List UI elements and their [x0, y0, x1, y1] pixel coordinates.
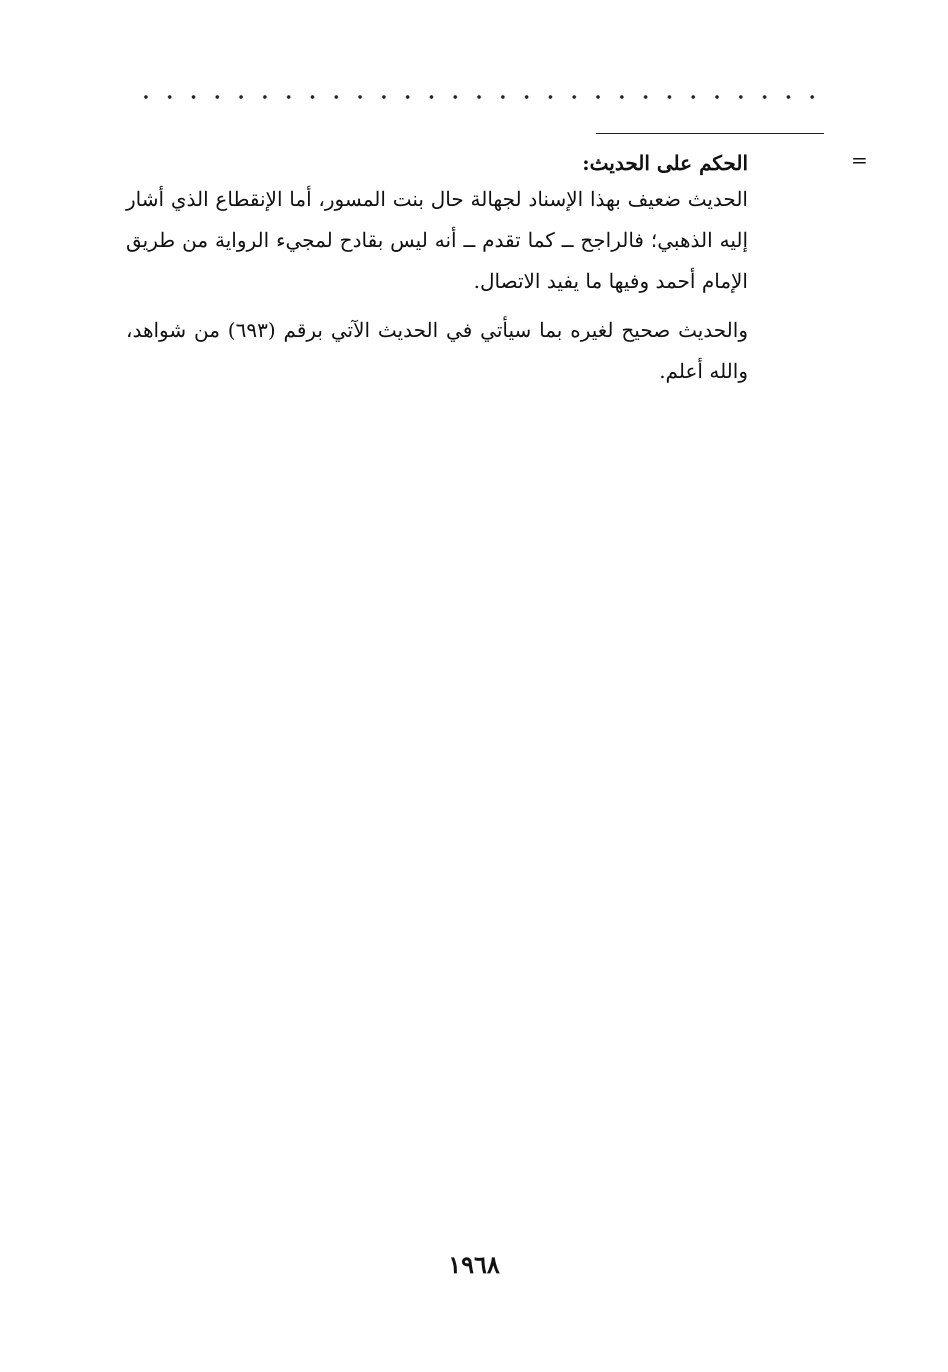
ruling-paragraph-1: الحديث ضعيف بهذا الإسناد لجهالة حال بنت المسور، أما الإنقطاع الذي أشار إليه الذهبي؛ فالراجح ــ كما تقدم ــ أنه ليس بقادح لمجيء الرواية من طريق الإمام أحمد وفيها ما يفيد الاتصال.	[126, 187, 748, 293]
ruling-section	[126, 147, 748, 392]
page-number: ١٩٦٨	[448, 1250, 500, 1279]
ruling-paragraph-2: والحديث صحيح لغيره بما سيأتي في الحديث الآتي برقم (٦٩٣) من شواهد، والله أعلم.	[126, 318, 748, 383]
continuation-mark: =	[851, 148, 868, 172]
footnote-separator-line	[596, 133, 824, 134]
dotted-divider	[134, 90, 824, 104]
ruling-heading: الحكم على الحديث:	[582, 151, 748, 175]
